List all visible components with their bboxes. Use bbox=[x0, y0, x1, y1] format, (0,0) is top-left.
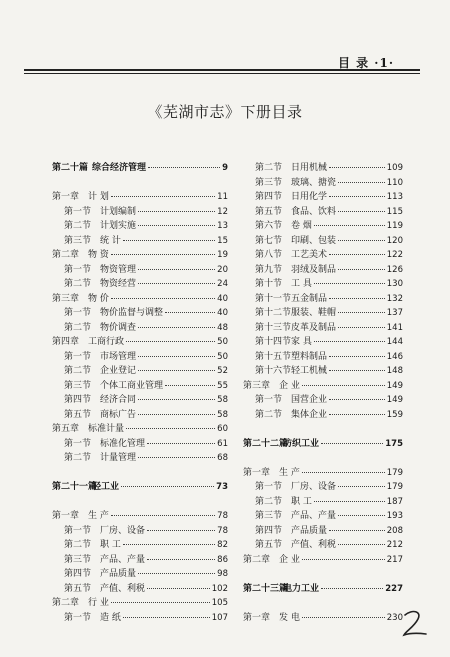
toc-entry-page: 78 bbox=[217, 511, 228, 521]
toc-entry-chapter bbox=[52, 247, 228, 262]
toc-entry-section bbox=[243, 479, 403, 494]
toc-spacer bbox=[243, 450, 403, 465]
toc-dot-leader bbox=[121, 486, 214, 487]
toc-entry-number: 第二章 bbox=[52, 598, 80, 608]
toc-entry-number: 第一章 bbox=[52, 192, 80, 202]
toc-entry-number: 第一节 bbox=[64, 438, 92, 449]
toc-entry-section bbox=[243, 189, 403, 204]
toc-entry-chapter bbox=[52, 189, 228, 204]
toc-dot-leader bbox=[123, 617, 210, 618]
toc-entry-page: 130 bbox=[386, 279, 403, 289]
toc-entry-page: 68 bbox=[217, 453, 228, 463]
toc-entry-page: 175 bbox=[385, 438, 403, 449]
toc-entry-page: 212 bbox=[386, 540, 403, 550]
toc-entry-number: 第十五节 bbox=[255, 351, 292, 362]
toc-entry-section bbox=[52, 233, 228, 248]
toc-entry-page: 137 bbox=[386, 308, 403, 318]
toc-entry-page: 208 bbox=[386, 525, 403, 536]
toc-entry-chapter bbox=[52, 421, 228, 436]
toc-entry-page: 149 bbox=[386, 395, 403, 405]
toc-entry-title: 物资管理 bbox=[100, 264, 137, 275]
toc-entry-section bbox=[243, 160, 403, 175]
toc-entry-number: 第二章 bbox=[243, 554, 271, 565]
toc-entry-page: 13 bbox=[217, 221, 228, 231]
toc-entry-number: 第十二节 bbox=[255, 308, 292, 318]
toc-dot-leader bbox=[338, 182, 385, 183]
toc-entry-chapter bbox=[52, 334, 228, 349]
toc-entry-page: 40 bbox=[217, 293, 228, 304]
toc-entry-page: 12 bbox=[217, 206, 228, 217]
toc-entry-page: 193 bbox=[386, 511, 403, 521]
toc-entry-number: 第一章 bbox=[243, 612, 271, 623]
toc-entry-section bbox=[243, 305, 403, 320]
toc-entry-page: 115 bbox=[386, 206, 403, 217]
toc-dot-leader bbox=[329, 167, 385, 168]
toc-entry-number: 第二节 bbox=[255, 409, 283, 420]
toc-entry-page: 110 bbox=[386, 177, 403, 188]
toc-entry-number: 第十四节 bbox=[255, 337, 292, 347]
toc-dot-leader bbox=[302, 385, 385, 386]
toc-entry-number: 第十节 bbox=[255, 279, 283, 289]
toc-dot-leader bbox=[329, 298, 385, 299]
toc-entry-title: 发 电 bbox=[279, 612, 300, 623]
toc-entry-page: 78 bbox=[217, 525, 228, 536]
toc-entry-section bbox=[243, 218, 403, 233]
toc-entry-title: 产品、产量 bbox=[100, 554, 146, 565]
toc-entry-number: 第一节 bbox=[64, 264, 92, 275]
toc-dot-leader bbox=[338, 312, 385, 313]
toc-entry-chapter bbox=[243, 610, 403, 625]
toc-entry-number: 第一章 bbox=[52, 511, 80, 521]
toc-entry-page: 102 bbox=[211, 583, 228, 594]
toc-column-left bbox=[52, 160, 228, 624]
toc-spacer bbox=[52, 494, 228, 509]
toc-entry-page: 159 bbox=[386, 409, 403, 420]
toc-entry-section bbox=[243, 349, 403, 364]
toc-entry-title: 企业登记 bbox=[100, 366, 137, 376]
toc-dot-leader bbox=[148, 167, 220, 168]
header-rule-thick bbox=[24, 69, 420, 71]
toc-entry-number: 第五节 bbox=[64, 409, 92, 420]
toc-entry-page: 122 bbox=[386, 250, 403, 260]
toc-dot-leader bbox=[138, 457, 215, 458]
toc-entry-title: 物价监督与调整 bbox=[100, 308, 164, 318]
toc-entry-number: 第十六节 bbox=[255, 366, 292, 376]
toc-entry-section bbox=[52, 276, 228, 291]
toc-dot-leader bbox=[302, 559, 385, 560]
toc-entry-number: 第二节 bbox=[64, 322, 92, 333]
toc-dot-leader bbox=[123, 544, 215, 545]
toc-dot-leader bbox=[147, 530, 215, 531]
toc-entry-title: 厂房、设备 bbox=[291, 482, 337, 492]
toc-dot-leader bbox=[138, 283, 215, 284]
toc-dot-leader bbox=[126, 428, 215, 429]
toc-entry-page: 120 bbox=[386, 235, 403, 246]
toc-entry-number: 第四节 bbox=[64, 395, 92, 405]
handwritten-mark bbox=[400, 607, 430, 639]
toc-entry-page: 15 bbox=[217, 235, 228, 246]
toc-entry-section bbox=[52, 378, 228, 393]
toc-entry-page: 113 bbox=[386, 192, 403, 202]
toc-entry-part bbox=[243, 436, 403, 451]
toc-dot-leader bbox=[138, 573, 215, 574]
toc-dot-leader bbox=[111, 602, 210, 603]
toc-entry-page: 11 bbox=[217, 192, 228, 202]
toc-entry-section bbox=[52, 363, 228, 378]
toc-entry-title: 日用化学 bbox=[291, 192, 328, 202]
toc-entry-number: 第四章 bbox=[52, 337, 80, 347]
toc-entry-page: 52 bbox=[217, 366, 228, 376]
toc-entry-title: 五金制品 bbox=[291, 293, 328, 304]
toc-entry-title: 产品质量 bbox=[291, 525, 328, 536]
toc-entry-title: 厂房、设备 bbox=[100, 525, 146, 536]
toc-entry-section bbox=[52, 262, 228, 277]
toc-entry-title: 物 资 bbox=[88, 250, 109, 260]
toc-entry-number: 第二节 bbox=[255, 163, 283, 173]
toc-dot-leader bbox=[138, 327, 215, 328]
toc-dot-leader bbox=[329, 196, 385, 197]
toc-entry-section bbox=[243, 523, 403, 538]
toc-dot-leader bbox=[126, 341, 215, 342]
toc-dot-leader bbox=[111, 196, 215, 197]
toc-dot-leader bbox=[314, 501, 385, 502]
toc-entry-number: 第三节 bbox=[64, 380, 92, 391]
toc-entry-chapter bbox=[243, 378, 403, 393]
toc-entry-title: 印刷、包装 bbox=[291, 235, 337, 246]
toc-entry-section bbox=[243, 262, 403, 277]
toc-entry-number: 第二节 bbox=[64, 221, 92, 231]
toc-dot-leader bbox=[329, 254, 385, 255]
toc-entry-title: 卷 烟 bbox=[291, 221, 312, 231]
toc-entry-section bbox=[52, 218, 228, 233]
toc-entry-title: 企 业 bbox=[279, 380, 300, 391]
toc-entry-page: 179 bbox=[386, 467, 403, 478]
toc-entry-part bbox=[52, 479, 228, 494]
toc-dot-leader bbox=[329, 530, 385, 531]
toc-entry-title: 皮革及制品 bbox=[291, 322, 337, 333]
toc-entry-section bbox=[52, 450, 228, 465]
toc-entry-page: 126 bbox=[386, 264, 403, 275]
toc-entry-number: 第一节 bbox=[64, 351, 92, 362]
toc-entry-number: 第六节 bbox=[255, 221, 283, 231]
toc-entry-title: 轻工机械 bbox=[291, 366, 328, 376]
toc-entry-number: 第一节 bbox=[64, 206, 92, 217]
toc-entry-title: 统 计 bbox=[100, 235, 121, 246]
toc-entry-number: 第二节 bbox=[64, 279, 92, 289]
toc-entry-section bbox=[243, 494, 403, 509]
toc-entry-number: 第五节 bbox=[255, 206, 283, 217]
toc-entry-page: 86 bbox=[217, 554, 228, 565]
toc-entry-page: 73 bbox=[216, 482, 228, 492]
toc-dot-leader bbox=[329, 414, 385, 415]
toc-entry-section bbox=[52, 566, 228, 581]
toc-dot-leader bbox=[147, 559, 215, 560]
toc-dot-leader bbox=[138, 211, 215, 212]
toc-entry-title: 羽绒及制品 bbox=[291, 264, 337, 275]
toc-entry-number: 第五节 bbox=[64, 583, 92, 594]
toc-entry-number: 第十一节 bbox=[255, 293, 292, 304]
toc-entry-page: 146 bbox=[386, 351, 403, 362]
toc-entry-title: 产品、产量 bbox=[291, 511, 337, 521]
toc-entry-section bbox=[243, 276, 403, 291]
toc-dot-leader bbox=[138, 225, 215, 226]
toc-entry-number: 第一章 bbox=[243, 467, 271, 478]
toc-entry-page: 19 bbox=[217, 250, 228, 260]
toc-entry-page: 119 bbox=[386, 221, 403, 231]
toc-dot-leader bbox=[111, 298, 215, 299]
toc-entry-number: 第五章 bbox=[52, 424, 80, 434]
toc-entry-title: 标准化管理 bbox=[100, 438, 146, 449]
toc-dot-leader bbox=[338, 544, 385, 545]
toc-entry-title: 集体企业 bbox=[291, 409, 328, 420]
toc-dot-leader bbox=[138, 370, 215, 371]
toc-dot-leader bbox=[329, 399, 385, 400]
toc-dot-leader bbox=[138, 414, 215, 415]
toc-entry-title: 产值、利税 bbox=[291, 540, 337, 550]
toc-entry-number: 第二十一篇 bbox=[52, 482, 98, 492]
toc-entry-number: 第五节 bbox=[255, 540, 283, 550]
toc-dot-leader bbox=[302, 472, 385, 473]
toc-entry-title: 个体工商业管理 bbox=[100, 380, 164, 391]
toc-dot-leader bbox=[147, 588, 210, 589]
toc-entry-page: 55 bbox=[217, 380, 228, 391]
toc-entry-section bbox=[243, 204, 403, 219]
toc-entry-title: 工艺美术 bbox=[291, 250, 328, 260]
toc-entry-section bbox=[52, 552, 228, 567]
toc-entry-number: 第九节 bbox=[255, 264, 283, 275]
toc-entry-page: 105 bbox=[211, 598, 228, 608]
toc-spacer bbox=[243, 595, 403, 610]
toc-entry-number: 第三章 bbox=[52, 293, 80, 304]
toc-entry-section bbox=[243, 537, 403, 552]
toc-entry-number: 第三节 bbox=[64, 235, 92, 246]
toc-entry-number: 第二十三篇 bbox=[243, 583, 289, 594]
toc-spacer bbox=[52, 465, 228, 480]
toc-entry-page: 98 bbox=[217, 569, 228, 579]
toc-entry-page: 107 bbox=[211, 612, 228, 623]
toc-entry-page: 48 bbox=[217, 322, 228, 333]
toc-entry-page: 141 bbox=[386, 322, 403, 333]
toc-entry-title: 企 业 bbox=[279, 554, 300, 565]
toc-entry-page: 144 bbox=[386, 337, 403, 347]
toc-entry-section bbox=[52, 523, 228, 538]
toc-entry-number: 第二节 bbox=[255, 496, 283, 507]
toc-entry-title: 商标广告 bbox=[100, 409, 137, 420]
toc-entry-chapter bbox=[52, 291, 228, 306]
toc-entry-title: 食品、饮料 bbox=[291, 206, 337, 217]
toc-entry-section bbox=[52, 305, 228, 320]
toc-entry-section bbox=[243, 508, 403, 523]
toc-entry-title: 物价调查 bbox=[100, 322, 137, 333]
toc-entry-page: 179 bbox=[386, 482, 403, 492]
toc-entry-title: 计划实施 bbox=[100, 221, 137, 231]
toc-entry-number: 第一节 bbox=[255, 395, 283, 405]
toc-entry-title: 生 产 bbox=[88, 511, 109, 521]
toc-entry-part bbox=[52, 160, 228, 175]
toc-entry-title: 产值、利税 bbox=[100, 583, 146, 594]
toc-entry-page: 50 bbox=[217, 337, 228, 347]
toc-dot-leader bbox=[111, 515, 215, 516]
page-header-text: 目 录 ·1· bbox=[337, 56, 394, 70]
toc-entry-number: 第二节 bbox=[64, 540, 92, 550]
toc-entry-number: 第三节 bbox=[255, 177, 283, 188]
toc-dot-leader bbox=[138, 269, 215, 270]
toc-entry-title: 物 价 bbox=[88, 293, 109, 304]
toc-dot-leader bbox=[329, 370, 385, 371]
toc-entry-section bbox=[243, 392, 403, 407]
toc-entry-title: 计 划 bbox=[88, 192, 109, 202]
toc-entry-section bbox=[52, 436, 228, 451]
toc-dot-leader bbox=[314, 283, 385, 284]
toc-entry-page: 58 bbox=[217, 395, 228, 405]
toc-entry-page: 58 bbox=[217, 409, 228, 420]
toc-entry-page: 61 bbox=[217, 438, 228, 449]
toc-entry-title: 物资经营 bbox=[100, 279, 137, 289]
toc-dot-leader bbox=[147, 443, 215, 444]
toc-entry-title: 生 产 bbox=[279, 467, 300, 478]
toc-entry-page: 187 bbox=[386, 496, 403, 507]
toc-entry-number: 第十三节 bbox=[255, 322, 292, 333]
toc-entry-chapter bbox=[52, 595, 228, 610]
toc-entry-number: 第四节 bbox=[64, 569, 92, 579]
toc-entry-title: 经济合同 bbox=[100, 395, 137, 405]
toc-entry-title: 工商行政 bbox=[88, 337, 125, 347]
toc-entry-page: 24 bbox=[217, 279, 228, 289]
toc-entry-chapter bbox=[243, 552, 403, 567]
toc-entry-title: 电力工业 bbox=[283, 583, 320, 594]
doc-title: 《芜湖市志》下册目录 bbox=[147, 103, 303, 121]
toc-entry-number: 第三章 bbox=[243, 380, 271, 391]
toc-entry-section bbox=[243, 334, 403, 349]
toc-entry-title: 家 具 bbox=[291, 337, 312, 347]
toc-entry-section bbox=[52, 392, 228, 407]
toc-entry-page: 227 bbox=[385, 583, 403, 594]
toc-entry-number: 第二章 bbox=[52, 250, 80, 260]
toc-entry-title: 日用机械 bbox=[291, 163, 328, 173]
toc-entry-chapter bbox=[243, 465, 403, 480]
toc-entry-title: 玻璃、搪瓷 bbox=[291, 177, 337, 188]
toc-entry-number: 第四节 bbox=[255, 192, 283, 202]
toc-dot-leader bbox=[329, 356, 385, 357]
toc-entry-title: 行 业 bbox=[88, 598, 109, 608]
toc-entry-section bbox=[243, 247, 403, 262]
toc-entry-section bbox=[243, 407, 403, 422]
toc-spacer bbox=[52, 175, 228, 190]
toc-entry-section bbox=[52, 320, 228, 335]
toc-entry-number: 第三节 bbox=[255, 511, 283, 521]
toc-entry-title: 计量管理 bbox=[100, 453, 137, 463]
toc-entry-title: 轻工业 bbox=[92, 482, 120, 492]
toc-dot-leader bbox=[123, 240, 215, 241]
toc-dot-leader bbox=[302, 617, 385, 618]
toc-dot-leader bbox=[338, 211, 385, 212]
toc-entry-title: 职 工 bbox=[291, 496, 312, 507]
toc-entry-page: 9 bbox=[222, 163, 228, 173]
toc-entry-section bbox=[52, 610, 228, 625]
toc-dot-leader bbox=[338, 269, 385, 270]
toc-entry-number: 第一节 bbox=[64, 308, 92, 318]
toc-entry-number: 第七节 bbox=[255, 235, 283, 246]
toc-entry-page: 82 bbox=[217, 540, 228, 550]
toc-entry-part bbox=[243, 581, 403, 596]
toc-entry-title: 职 工 bbox=[100, 540, 121, 550]
toc-entry-title: 纺织工业 bbox=[283, 438, 320, 449]
toc-entry-title: 产品质量 bbox=[100, 569, 137, 579]
toc-dot-leader bbox=[165, 385, 215, 386]
toc-entry-number: 第一节 bbox=[255, 482, 283, 492]
toc-entry-number: 第二十篇 bbox=[52, 163, 89, 173]
toc-entry-section bbox=[243, 175, 403, 190]
toc-dot-leader bbox=[165, 312, 215, 313]
toc-dot-leader bbox=[338, 486, 385, 487]
toc-entry-section bbox=[243, 320, 403, 335]
toc-entry-number: 第二节 bbox=[64, 453, 92, 463]
toc-entry-section bbox=[52, 349, 228, 364]
toc-entry-number: 第一节 bbox=[64, 612, 92, 623]
toc-entry-page: 50 bbox=[217, 351, 228, 362]
toc-entry-number: 第一节 bbox=[64, 525, 92, 536]
toc-entry-title: 市场管理 bbox=[100, 351, 137, 362]
toc-entry-section bbox=[52, 581, 228, 596]
toc-entry-page: 132 bbox=[386, 293, 403, 304]
toc-dot-leader bbox=[314, 341, 385, 342]
toc-entry-chapter bbox=[52, 508, 228, 523]
toc-entry-page: 60 bbox=[217, 424, 228, 434]
toc-entry-page: 217 bbox=[386, 554, 403, 565]
toc-dot-leader bbox=[321, 588, 383, 589]
toc-dot-leader bbox=[321, 443, 383, 444]
toc-entry-section bbox=[52, 537, 228, 552]
toc-entry-page: 149 bbox=[386, 380, 403, 391]
toc-entry-title: 塑料制品 bbox=[291, 351, 328, 362]
toc-entry-section bbox=[243, 291, 403, 306]
toc-entry-title: 工 具 bbox=[291, 279, 312, 289]
toc-dot-leader bbox=[338, 327, 385, 328]
toc-entry-page: 40 bbox=[217, 308, 228, 318]
toc-column-right bbox=[243, 160, 403, 624]
toc-dot-leader bbox=[314, 225, 385, 226]
toc-entry-number: 第四节 bbox=[255, 525, 283, 536]
toc-entry-section bbox=[243, 233, 403, 248]
toc-dot-leader bbox=[138, 356, 215, 357]
toc-entry-section bbox=[52, 204, 228, 219]
toc-entry-title: 服装、鞋帽 bbox=[291, 308, 337, 318]
toc-entry-page: 148 bbox=[386, 366, 403, 376]
toc-entry-title: 综合经济管理 bbox=[92, 163, 147, 173]
toc-entry-title: 造 纸 bbox=[100, 612, 121, 623]
toc-entry-page: 109 bbox=[386, 163, 403, 173]
toc-entry-title: 标准计量 bbox=[88, 424, 125, 434]
toc-dot-leader bbox=[138, 399, 215, 400]
toc-entry-number: 第二节 bbox=[64, 366, 92, 376]
toc-entry-title: 国营企业 bbox=[291, 395, 328, 405]
header-rule-thin bbox=[24, 73, 420, 74]
toc-spacer bbox=[243, 421, 403, 436]
toc-entry-section bbox=[243, 363, 403, 378]
toc-dot-leader bbox=[111, 254, 215, 255]
toc-entry-page: 230 bbox=[386, 612, 403, 623]
toc-dot-leader bbox=[338, 515, 385, 516]
toc-entry-page: 20 bbox=[217, 264, 228, 275]
toc-entry-section bbox=[52, 407, 228, 422]
toc-entry-number: 第二十二篇 bbox=[243, 438, 289, 449]
toc-dot-leader bbox=[338, 240, 385, 241]
toc-entry-title: 计划编制 bbox=[100, 206, 137, 217]
toc-spacer bbox=[243, 566, 403, 581]
toc-entry-number: 第三节 bbox=[64, 554, 92, 565]
toc-entry-number: 第八节 bbox=[255, 250, 283, 260]
